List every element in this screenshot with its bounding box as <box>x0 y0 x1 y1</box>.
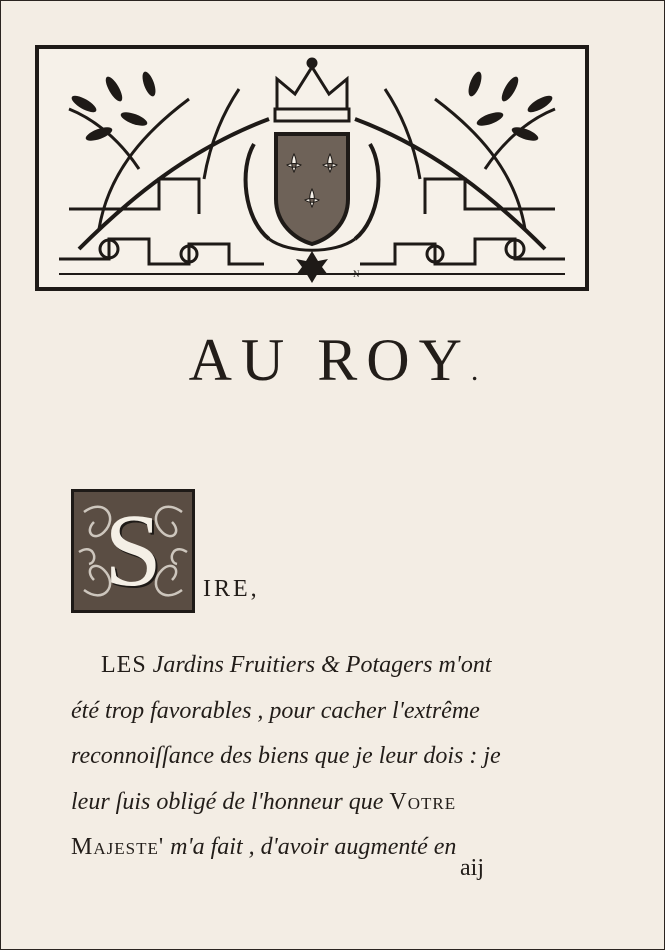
salutation-text: IRE, <box>203 576 260 602</box>
headpiece-engraving <box>35 45 589 291</box>
dedication-paragraph <box>71 643 565 871</box>
royal-arms-ornament-icon <box>39 49 585 287</box>
drop-cap-letter: S <box>104 493 162 608</box>
small-caps-word: Majeste' <box>71 834 165 860</box>
page-title <box>1 326 665 395</box>
title-text: AU ROY <box>188 327 471 393</box>
line-text: m'a fait , d'avoir augmenté en <box>164 834 457 860</box>
small-caps-word: Votre <box>389 788 457 815</box>
paragraph-line <box>71 689 565 735</box>
paragraph-line <box>71 643 565 689</box>
line-text: Jardins Fruitiers & Potagers m'ont <box>146 652 492 678</box>
engraver-mark: N <box>353 269 360 279</box>
paragraph-line <box>71 825 565 871</box>
title-dot: . <box>470 354 479 387</box>
line-text: leur ſuis obligé de l'honneur que <box>71 788 384 815</box>
drop-cap <box>71 489 195 613</box>
lead-word: LES <box>101 652 147 678</box>
signature-mark: aij <box>460 855 484 881</box>
paragraph-line <box>71 734 565 780</box>
line-text: été trop favorables , pour cacher l'extrême <box>71 697 480 724</box>
paragraph-line <box>71 780 565 826</box>
line-text: reconnoiſſance des biens que je leur dois : je <box>71 743 501 769</box>
